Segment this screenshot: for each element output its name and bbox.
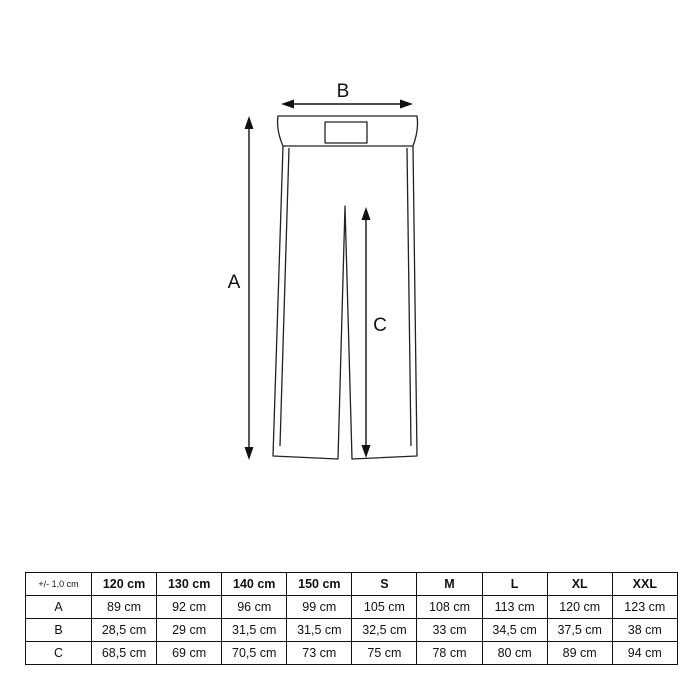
dimension-c [362,207,371,458]
waistband [278,116,418,146]
row-label: A [26,596,92,619]
measurement-cell: 80 cm [482,642,547,665]
measurement-cell: 31,5 cm [222,619,287,642]
measurement-cell: 89 cm [92,596,157,619]
measurement-cell: 34,5 cm [482,619,547,642]
measurement-cell: 92 cm [157,596,222,619]
measurement-cell: 68,5 cm [92,642,157,665]
dimension-a [245,116,254,460]
size-header: 120 cm [92,573,157,596]
row-label: B [26,619,92,642]
tolerance-cell: +/- 1,0 cm [26,573,92,596]
size-header: XXL [612,573,677,596]
measurement-cell: 120 cm [547,596,612,619]
pants-outline [273,116,418,459]
measurement-cell: 28,5 cm [92,619,157,642]
measurement-cell: 89 cm [547,642,612,665]
table-row [26,642,678,665]
measurement-cell: 33 cm [417,619,482,642]
size-header: M [417,573,482,596]
dimension-b-label: B [336,81,350,102]
measurement-cell: 70,5 cm [222,642,287,665]
size-chart-table [25,572,678,665]
size-header: 150 cm [287,573,352,596]
size-header: 140 cm [222,573,287,596]
measurement-cell: 96 cm [222,596,287,619]
measurement-cell: 37,5 cm [547,619,612,642]
measurement-cell: 38 cm [612,619,677,642]
measurement-cell: 99 cm [287,596,352,619]
size-header: XL [547,573,612,596]
measurement-cell: 78 cm [417,642,482,665]
table-row [26,619,678,642]
measurement-cell: 73 cm [287,642,352,665]
legs-silhouette [273,146,417,459]
row-label: C [26,642,92,665]
dimension-c-label: C [373,315,387,336]
measurement-cell: 29 cm [157,619,222,642]
measurement-cell: 108 cm [417,596,482,619]
measurement-cell: 105 cm [352,596,417,619]
size-header: 130 cm [157,573,222,596]
right-side-stripe [407,148,411,446]
measurement-cell: 69 cm [157,642,222,665]
measurement-cell: 113 cm [482,596,547,619]
measurement-cell: 75 cm [352,642,417,665]
size-header: L [482,573,547,596]
measurement-cell: 32,5 cm [352,619,417,642]
measurement-cell: 123 cm [612,596,677,619]
table-row [26,596,678,619]
measurement-cell: 94 cm [612,642,677,665]
size-header-row [26,573,678,596]
size-header: S [352,573,417,596]
dimension-a-label: A [227,272,241,293]
measurement-cell: 31,5 cm [287,619,352,642]
